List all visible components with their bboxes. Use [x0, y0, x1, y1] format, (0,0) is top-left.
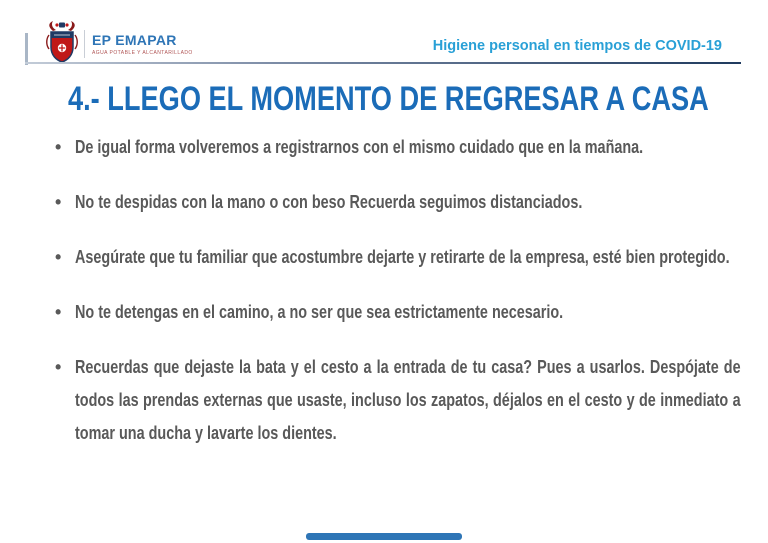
footer-accent-bar — [306, 533, 462, 540]
bullet-dot-icon: • — [55, 302, 62, 322]
crest-icon — [46, 20, 78, 68]
bullet-item — [55, 241, 755, 274]
bullet-item — [55, 131, 755, 164]
header-topic: Higiene personal en tiempos de COVID-19 — [432, 38, 722, 54]
bullet-item — [55, 186, 755, 219]
bullet-item — [55, 296, 755, 329]
bullet-text: Asegúrate que tu familiar que acostumbre dejarte y retirarte de la empresa, esté bien protegido. — [75, 247, 730, 267]
header-underline — [25, 62, 741, 64]
header-accent-bar — [25, 33, 28, 65]
bullet-dot-icon: • — [55, 357, 62, 377]
bullet-dot-icon: • — [55, 137, 62, 157]
bullet-item — [55, 351, 755, 450]
bullet-text: No te despidas con la mano o con beso Recuerda seguimos distanciados. — [75, 192, 583, 212]
emapar-logo — [46, 20, 193, 68]
logo-separator — [84, 30, 85, 58]
bullet-dot-icon: • — [55, 247, 62, 267]
logo-tagline: AGUA POTABLE Y ALCANTARILLADO — [92, 50, 193, 56]
bullet-text: No te detengas en el camino, a no ser que sea estrictamente necesario. — [75, 302, 564, 322]
bullet-list — [55, 131, 755, 472]
logo-texts — [92, 32, 193, 56]
page-title: 4.- LLEGO EL MOMENTO DE REGRESAR A CASA — [68, 80, 709, 118]
bullet-text: Recuerdas que dejaste la bata y el cesto a la entrada de tu casa? Pues a usarlos. Despójate de todos las prendas externas que usaste, incluso los zapatos, déjalos en el cesto y de inmediato a tomar una ducha y lavarte los dientes. — [75, 357, 741, 443]
bullet-text: De igual forma volveremos a registrarnos con el mismo cuidado que en la mañana. — [75, 137, 644, 157]
logo-name: EP EMAPAR — [92, 32, 177, 48]
bullet-dot-icon: • — [55, 192, 62, 212]
